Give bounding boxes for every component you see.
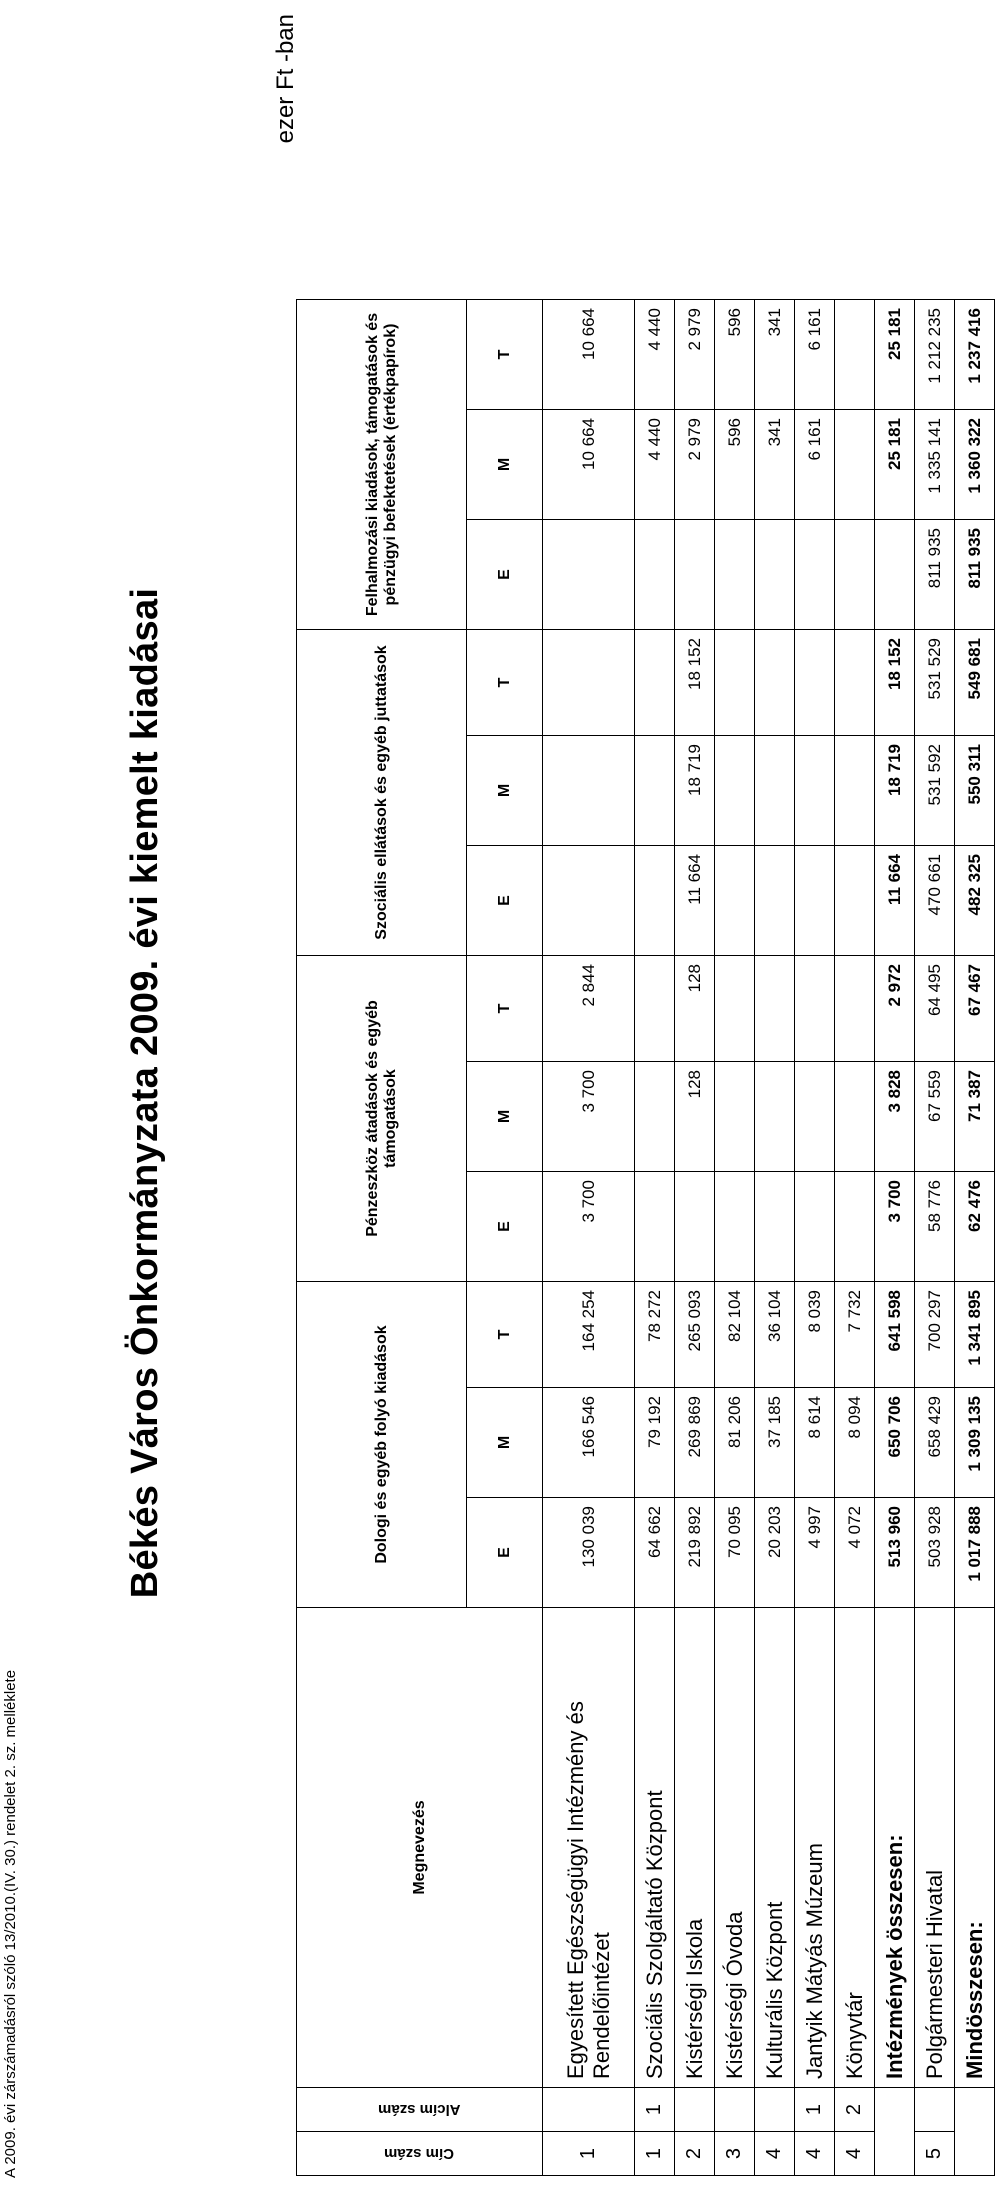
cell-value [635,1172,675,1282]
cell-value: 2 979 [675,300,715,410]
cell-value: 265 093 [675,1282,715,1388]
header-szocialis: Szociális ellátások és egyéb juttatások [297,630,467,956]
cell-value: 71 387 [955,1062,995,1172]
table-row [675,300,715,2176]
cell-value: 3 828 [875,1062,915,1172]
cell-value: 70 095 [715,1498,755,1608]
cell-value [875,520,915,630]
header-row-1 [297,300,467,2176]
cell-value [543,736,635,846]
cell-value: 67 559 [915,1062,955,1172]
cell-name: Egyesített Egészségügyi Intézmény és Rendelőintézet [543,1608,635,2088]
table-row [835,300,875,2176]
expenditure-table [296,299,995,2176]
cell-alcim: 2 [835,2088,875,2132]
cell-value: 550 311 [955,736,995,846]
cell-value [835,736,875,846]
cell-value: 11 664 [675,846,715,956]
cell-cim: 2 [675,2132,715,2176]
cell-cim: 1 [635,2132,675,2176]
cell-value [795,736,835,846]
cell-value [795,846,835,956]
cell-value [715,520,755,630]
cell-value: 36 104 [755,1282,795,1388]
cell-value: 549 681 [955,630,995,736]
cell-empty [955,2088,995,2176]
total-row [955,300,995,2176]
table-row [755,300,795,2176]
cell-value: 10 664 [543,410,635,520]
cell-value: 64 495 [915,956,955,1062]
cell-value [635,1062,675,1172]
cell-alcim [915,2088,955,2132]
cell-value [835,300,875,410]
cell-value: 3 700 [875,1172,915,1282]
cell-cim: 1 [543,2132,635,2176]
cell-value: 18 719 [675,736,715,846]
cell-value [635,846,675,956]
table-row [635,300,675,2176]
cell-name: Polgármesteri Hivatal [915,1608,955,2088]
cell-name: Szociális Szolgáltató Központ [635,1608,675,2088]
cell-value [543,846,635,956]
unit-label: ezer Ft -ban [272,14,299,144]
cell-value: 811 935 [955,520,995,630]
cell-value [835,520,875,630]
cell-value: 18 152 [675,630,715,736]
table-row [915,300,955,2176]
cell-value [755,956,795,1062]
cell-value [835,1062,875,1172]
cell-value: 25 181 [875,410,915,520]
cell-cim: 4 [835,2132,875,2176]
cell-value [635,630,675,736]
subtotal-row [875,300,915,2176]
cell-value [715,736,755,846]
cell-value: 37 185 [755,1388,795,1498]
header-penzeszkoz: Pénzeszköz átadások és egyéb támogatások [297,956,467,1282]
cell-value: 2 972 [875,956,915,1062]
cell-value [635,956,675,1062]
appendix-note: A 2009. évi zárszámadásról szóló 13/2010.(IV. 30.) rendelet 2. sz. melléklete [2,1669,19,2178]
cell-value: 482 325 [955,846,995,956]
cell-value: 2 844 [543,956,635,1062]
header-e: E [467,846,543,956]
cell-value [715,846,755,956]
header-m: M [467,1388,543,1498]
cell-value [635,736,675,846]
cell-value: 470 661 [915,846,955,956]
cell-value: 596 [715,300,755,410]
cell-name: Jantyik Mátyás Múzeum [795,1608,835,2088]
cell-name: Mindösszesen: [955,1608,995,2088]
cell-name: Kistérségi Óvoda [715,1608,755,2088]
cell-value: 513 960 [875,1498,915,1608]
cell-value: 1 212 235 [915,300,955,410]
table-row [715,300,755,2176]
cell-value [835,630,875,736]
header-cim: Cím szám [297,2132,543,2176]
cell-alcim [715,2088,755,2132]
cell-value [543,630,635,736]
cell-value: 269 869 [675,1388,715,1498]
cell-cim: 5 [915,2132,955,2176]
cell-value: 4 072 [835,1498,875,1608]
cell-value: 10 664 [543,300,635,410]
header-t: T [467,956,543,1062]
cell-value: 67 467 [955,956,995,1062]
cell-value [675,520,715,630]
cell-value [755,630,795,736]
cell-value: 7 732 [835,1282,875,1388]
cell-value: 81 206 [715,1388,755,1498]
cell-value: 8 039 [795,1282,835,1388]
cell-value [715,956,755,1062]
cell-value: 166 546 [543,1388,635,1498]
cell-name: Könyvtár [835,1608,875,2088]
cell-value: 6 161 [795,410,835,520]
cell-value: 128 [675,1062,715,1172]
cell-value: 650 706 [875,1388,915,1498]
header-alcim: Alcím szám [297,2088,543,2132]
cell-alcim: 1 [635,2088,675,2132]
cell-value: 4 997 [795,1498,835,1608]
cell-value: 700 297 [915,1282,955,1388]
cell-alcim [543,2088,635,2132]
cell-value: 18 152 [875,630,915,736]
cell-value: 658 429 [915,1388,955,1498]
header-e: E [467,1172,543,1282]
cell-value: 531 592 [915,736,955,846]
cell-value: 531 529 [915,630,955,736]
cell-value [755,846,795,956]
cell-value: 1 309 135 [955,1388,995,1498]
table-row [795,300,835,2176]
cell-value: 8 614 [795,1388,835,1498]
cell-value: 58 776 [915,1172,955,1282]
cell-value: 1 017 888 [955,1498,995,1608]
header-e: E [467,520,543,630]
header-dologi: Dologi és egyéb folyó kiadások [297,1282,467,1608]
cell-value: 64 662 [635,1498,675,1608]
cell-value: 4 440 [635,300,675,410]
cell-value [795,520,835,630]
cell-value: 3 700 [543,1172,635,1282]
cell-value: 8 094 [835,1388,875,1498]
cell-value: 1 237 416 [955,300,995,410]
cell-value: 82 104 [715,1282,755,1388]
cell-value: 25 181 [875,300,915,410]
cell-value: 1 341 895 [955,1282,995,1388]
cell-value [715,630,755,736]
cell-value [795,956,835,1062]
header-t: T [467,630,543,736]
cell-value [755,1062,795,1172]
cell-value: 341 [755,300,795,410]
cell-value: 78 272 [635,1282,675,1388]
cell-alcim: 1 [795,2088,835,2132]
cell-value [675,1172,715,1282]
cell-alcim [675,2088,715,2132]
cell-value: 596 [715,410,755,520]
cell-value [835,956,875,1062]
cell-value [635,520,675,630]
header-megnevezes: Megnevezés [297,1608,543,2088]
cell-value [795,1172,835,1282]
cell-value: 79 192 [635,1388,675,1498]
cell-value [835,1172,875,1282]
cell-cim: 4 [755,2132,795,2176]
header-e: E [467,1498,543,1608]
cell-empty [875,2088,915,2176]
header-felhalmozasi: Felhalmozási kiadások, támogatások és pénzügyi befektetések (értékpapírok) [297,300,467,630]
cell-value: 641 598 [875,1282,915,1388]
cell-value: 4 440 [635,410,675,520]
cell-value: 1 335 141 [915,410,955,520]
cell-value: 164 254 [543,1282,635,1388]
cell-value: 20 203 [755,1498,795,1608]
cell-value [755,736,795,846]
cell-value [715,1172,755,1282]
cell-value: 130 039 [543,1498,635,1608]
cell-value: 219 892 [675,1498,715,1608]
cell-value: 6 161 [795,300,835,410]
cell-name: Kistérségi Iskola [675,1608,715,2088]
cell-value: 128 [675,956,715,1062]
cell-value [795,1062,835,1172]
cell-value: 11 664 [875,846,915,956]
cell-value: 811 935 [915,520,955,630]
cell-value [835,410,875,520]
header-t: T [467,300,543,410]
cell-value [755,520,795,630]
page-title: Békés Város Önkormányzata 2009. évi kiemelt kiadásai [124,587,166,1599]
cell-value: 2 979 [675,410,715,520]
cell-value [755,1172,795,1282]
cell-cim: 3 [715,2132,755,2176]
cell-value [795,630,835,736]
header-m: M [467,1062,543,1172]
cell-value: 503 928 [915,1498,955,1608]
header-m: M [467,410,543,520]
cell-name: Kulturális Központ [755,1608,795,2088]
cell-name: Intézmények összesen: [875,1608,915,2088]
header-t: T [467,1282,543,1388]
cell-value [715,1062,755,1172]
header-m: M [467,736,543,846]
cell-value [543,520,635,630]
table-row [543,300,635,2176]
cell-value: 18 719 [875,736,915,846]
cell-value: 62 476 [955,1172,995,1282]
cell-value: 341 [755,410,795,520]
cell-alcim [755,2088,795,2132]
cell-value: 1 360 322 [955,410,995,520]
cell-value: 3 700 [543,1062,635,1172]
cell-value [835,846,875,956]
cell-cim: 4 [795,2132,835,2176]
